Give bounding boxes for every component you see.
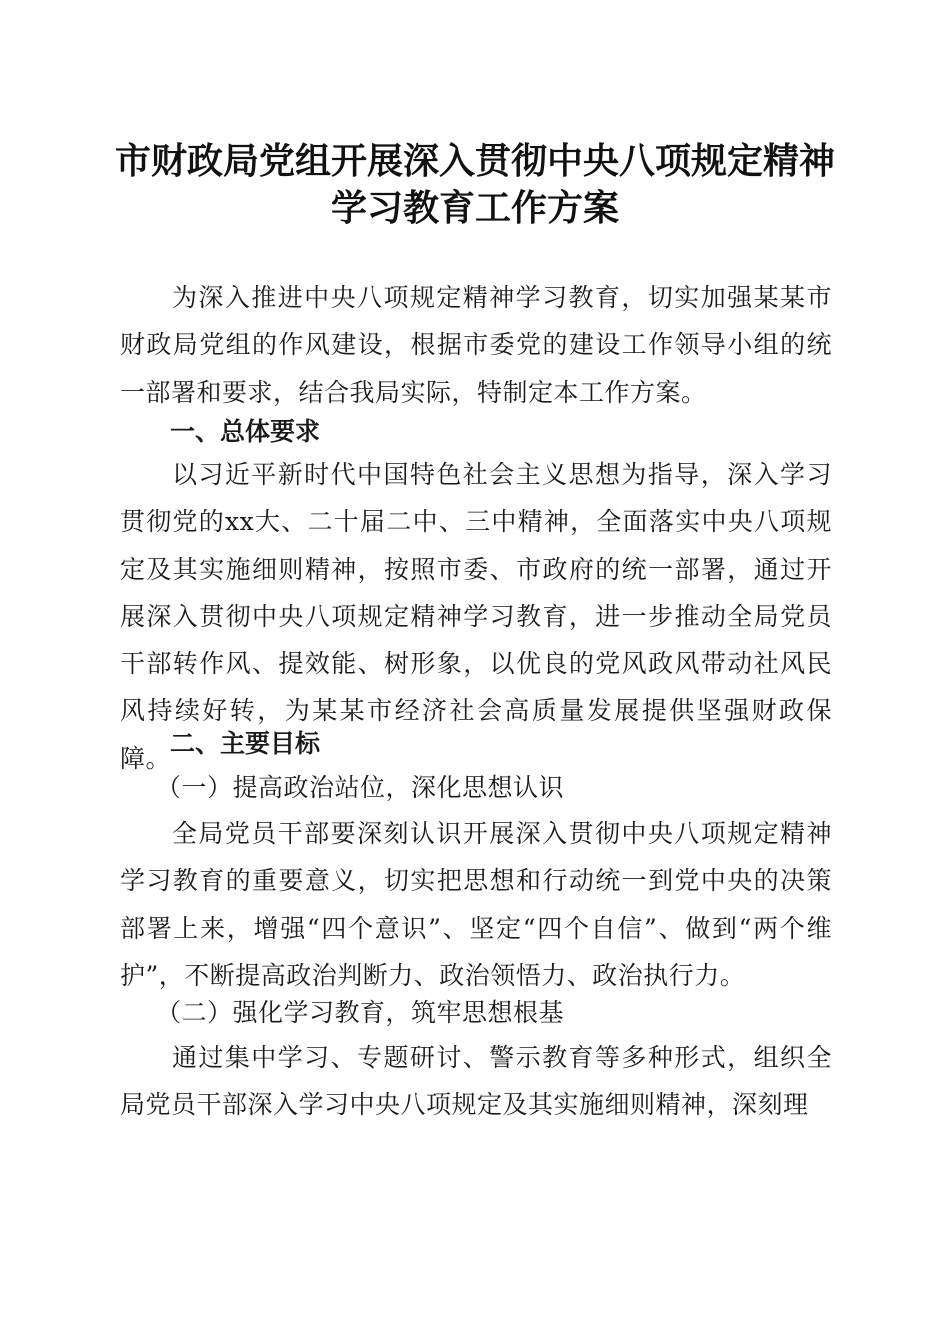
subsection-1-paragraph: 全局党员干部要深刻认识开展深入贯彻中央八项规定精神学习教育的重要意义，切实把思想和行动统一到党中央的决策部署上来，增强“四个意识”、坚定“四个自信”、做到“两个维护”，不断提高政治判断力、政治领悟力、政治执行力。 (120, 819, 832, 990)
subsection-2-paragraph: 通过集中学习、专题研讨、警示教育等多种形式，组织全局党员干部深入学习中央八项规定及其实施细则精神，深刻理 (120, 1043, 832, 1120)
section-1-paragraph: 以习近平新时代中国特色社会主义思想为指导，深入学习贯彻党的xx大、二十届二中、三中精神，全面落实中央八项规定及其实施细则精神，按照市委、市政府的统一部署，通过开展深入贯彻中央八项规定精神学习教育，进一步推动全局党员干部转作风、提效能、树形象，以优良的党风政风带动社风民风持续好转，为某某市经济社会高质量发展提供坚强财政保障。 (120, 460, 832, 773)
document-title-line-1: 市财政局党组开展深入贯彻中央八项规定精神 (114, 140, 835, 182)
subsection-2-heading: （二）强化学习教育，筑牢思想根基 (156, 998, 565, 1027)
document-title-line-2: 学习教育工作方案 (330, 187, 619, 229)
section-2-heading: 二、主要目标 (170, 729, 321, 758)
section-1-heading: 一、总体要求 (170, 417, 321, 446)
intro-paragraph: 为深入推进中央八项规定精神学习教育，切实加强某某市财政局党组的作风建设，根据市委党的建设工作领导小组的统一部署和要求，结合我局实际，特制定本工作方案。 (120, 283, 832, 407)
subsection-1-heading: （一）提高政治站位，深化思想认识 (156, 773, 565, 802)
